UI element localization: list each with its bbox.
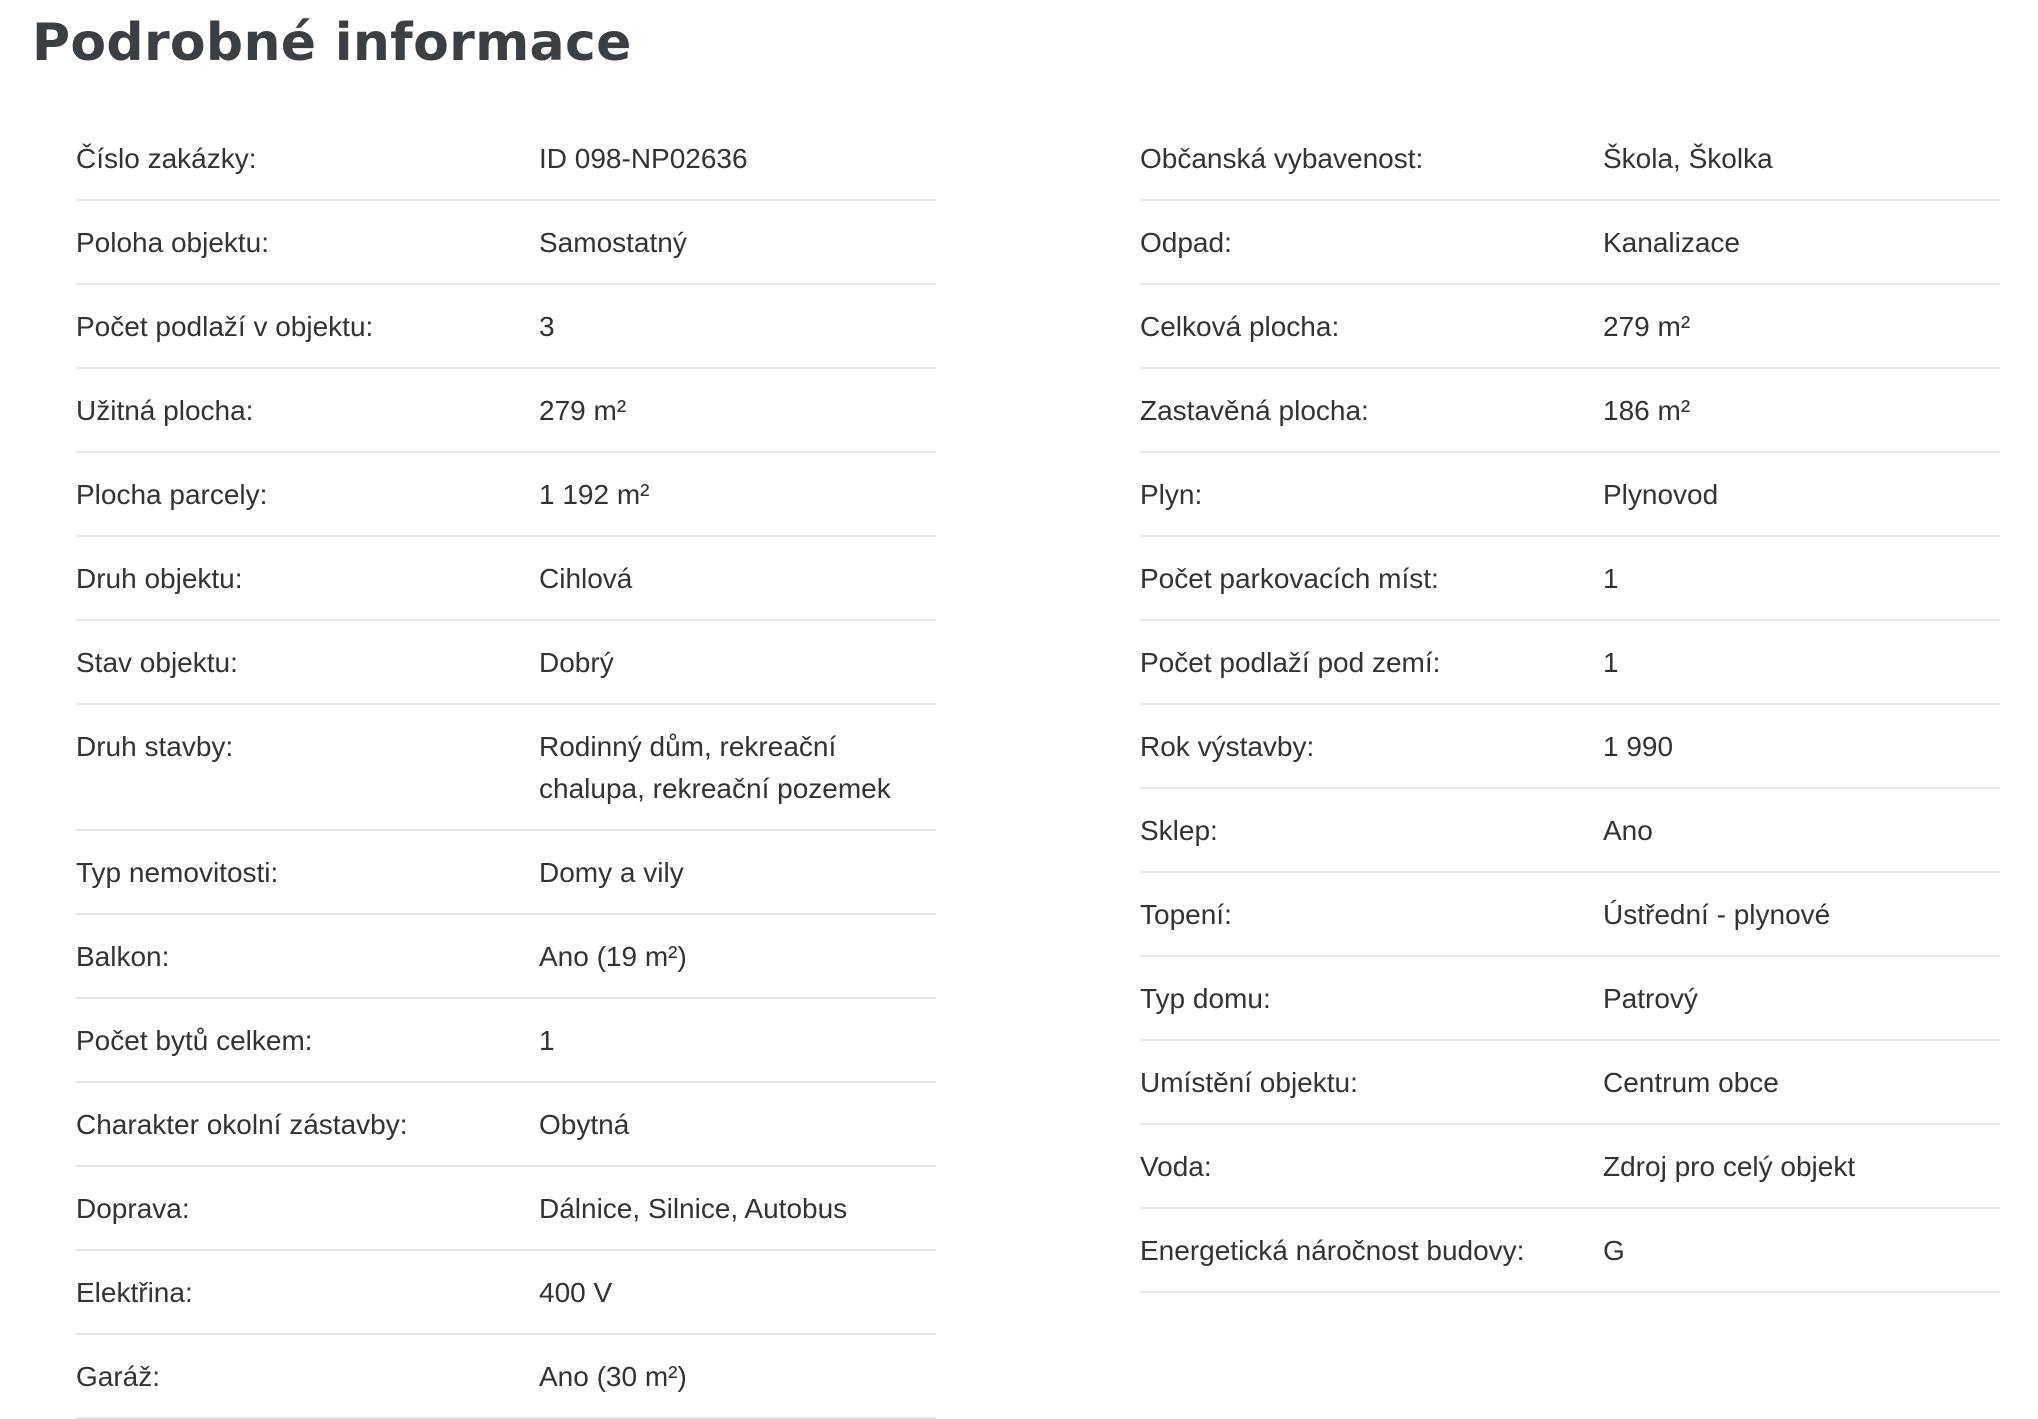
detail-value: 1 192 m²	[539, 479, 650, 510]
detail-value: 279 m²	[1603, 311, 1691, 342]
detail-value: 1	[1603, 647, 1619, 678]
detail-label: Počet bytů celkem:	[76, 1025, 313, 1056]
detail-label: Sklep:	[1140, 815, 1218, 846]
detail-row	[76, 1251, 936, 1335]
detail-label: Plyn:	[1140, 479, 1203, 510]
detail-value: Plynovod	[1603, 479, 1719, 510]
detail-label: Počet podlaží pod zemí:	[1140, 647, 1441, 678]
detail-value: 1	[1603, 563, 1619, 594]
detail-label: Plocha parcely:	[76, 479, 268, 510]
detail-value: Samostatný	[539, 227, 687, 258]
detail-label: Celková plocha:	[1140, 311, 1340, 342]
detail-row	[1140, 957, 2000, 1041]
detail-row	[76, 621, 936, 705]
detail-label: Garáž:	[76, 1361, 161, 1392]
detail-row	[76, 285, 936, 369]
detail-value: Škola, Školka	[1603, 143, 1773, 174]
detail-row	[76, 1083, 936, 1167]
detail-value: Ústřední - plynové	[1603, 899, 1831, 930]
detail-row	[1140, 285, 2000, 369]
detail-value: ID 098-NP02636	[539, 143, 748, 174]
detail-label: Poloha objektu:	[76, 227, 270, 258]
detail-row	[1140, 117, 2000, 201]
detail-label: Umístění objektu:	[1140, 1067, 1358, 1098]
page-title: Podrobné informace	[32, 13, 632, 73]
detail-row	[1140, 705, 2000, 789]
detail-label: Stav objektu:	[76, 647, 238, 678]
detail-value: Centrum obce	[1603, 1067, 1779, 1098]
detail-label: Počet parkovacích míst:	[1140, 563, 1439, 594]
detail-value: Ano	[1603, 815, 1653, 846]
detail-row	[76, 201, 936, 285]
detail-label: Voda:	[1140, 1151, 1212, 1182]
detail-row	[1140, 201, 2000, 285]
detail-value: Kanalizace	[1603, 227, 1740, 258]
detail-row	[76, 705, 936, 831]
detail-row	[1140, 1125, 2000, 1209]
detail-value: Patrový	[1603, 983, 1698, 1014]
detail-row	[76, 117, 936, 201]
detail-row	[76, 453, 936, 537]
detail-label: Charakter okolní zástavby:	[76, 1109, 408, 1140]
detail-label: Číslo zakázky:	[76, 143, 257, 174]
detail-value: G	[1603, 1235, 1625, 1266]
detail-row	[1140, 621, 2000, 705]
detail-row	[1140, 1209, 2000, 1293]
detail-label: Druh objektu:	[76, 563, 243, 594]
detail-value: 279 m²	[539, 395, 627, 426]
detail-value: Ano (19 m²)	[539, 941, 687, 972]
detail-value: Cihlová	[539, 563, 633, 594]
details-list-right	[1140, 117, 2000, 1293]
detail-label: Typ nemovitosti:	[76, 857, 279, 888]
detail-label: Rok výstavby:	[1140, 731, 1315, 762]
detail-row	[76, 999, 936, 1083]
detail-row	[76, 537, 936, 621]
detail-row	[76, 369, 936, 453]
detail-row	[1140, 537, 2000, 621]
detail-label: Topení:	[1140, 899, 1232, 930]
detail-row	[76, 831, 936, 915]
details-list-left	[76, 117, 936, 1419]
detail-value: Zdroj pro celý objekt	[1603, 1151, 1856, 1182]
detail-label: Občanská vybavenost:	[1140, 143, 1424, 174]
detail-value: 186 m²	[1603, 395, 1691, 426]
detail-value: 1 990	[1603, 731, 1674, 762]
detail-label: Počet podlaží v objektu:	[76, 311, 374, 342]
detail-value: Ano (30 m²)	[539, 1361, 687, 1392]
detail-label: Užitná plocha:	[76, 395, 254, 426]
detail-label: Balkon:	[76, 941, 170, 972]
detail-value: Dálnice, Silnice, Autobus	[539, 1193, 848, 1224]
detail-row	[1140, 1041, 2000, 1125]
detail-value: Rodinný dům, rekreační chalupa, rekreační pozemek	[539, 731, 891, 804]
detail-value: Domy a vily	[539, 857, 684, 888]
detail-value: Dobrý	[539, 647, 614, 678]
detail-row	[76, 915, 936, 999]
detail-value: Obytná	[539, 1109, 630, 1140]
detail-row	[1140, 369, 2000, 453]
detail-label: Druh stavby:	[76, 731, 234, 762]
detail-label: Doprava:	[76, 1193, 190, 1224]
detail-label: Typ domu:	[1140, 983, 1271, 1014]
detail-row	[1140, 789, 2000, 873]
detail-value: 400 V	[539, 1277, 613, 1308]
detail-row	[1140, 453, 2000, 537]
detail-label: Odpad:	[1140, 227, 1232, 258]
detail-value: 3	[539, 311, 555, 342]
detail-row	[1140, 873, 2000, 957]
detail-value: 1	[539, 1025, 555, 1056]
detail-row	[76, 1167, 936, 1251]
detail-label: Elektřina:	[76, 1277, 193, 1308]
detail-label: Energetická náročnost budovy:	[1140, 1235, 1525, 1266]
detail-label: Zastavěná plocha:	[1140, 395, 1369, 426]
